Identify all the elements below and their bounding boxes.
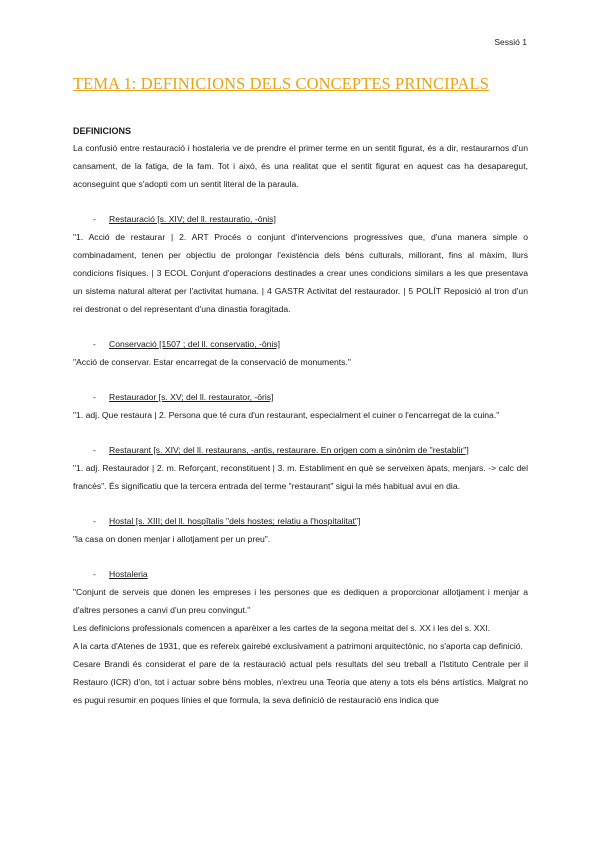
bullet-dash: - (93, 569, 96, 579)
document-body (73, 124, 528, 709)
term-heading: Restauració [s. XIV; del ll. restauratio, -ōnis] (109, 214, 276, 224)
term-heading: Restaurant [s. XIV; del ll. restaurans, -antis, restaurare. En origen com a sinònim de "restablir"] (109, 445, 469, 455)
bullet-dash: - (93, 214, 96, 224)
bullet-dash: - (93, 445, 96, 455)
term-heading: Hostal [s. XIII; del ll. hospĭtalis "dels hostes; relatiu a l'hospitalitat"] (109, 516, 361, 526)
term-restaurant (73, 441, 528, 459)
term-hostaleria (73, 565, 528, 583)
term-heading: Hostaleria (109, 569, 148, 579)
definition-restaurant: "1. adj. Restaurador | 2. m. Reforçant, reconstituent | 3. m. Establiment en què se serveixen àpats, menjars. -> calc del francès". És significatiu que la tercera entrada del terme "restaurant" sigui la més habitual avui en dia. (73, 463, 528, 491)
bullet-dash: - (93, 516, 96, 526)
bullet-dash: - (93, 339, 96, 349)
page-title: TEMA 1: DEFINICIONS DELS CONCEPTES PRINCIPALS (73, 74, 489, 93)
definition-conservacio: "Acció de conservar. Estar encarregat de la conservació de monuments." (73, 357, 351, 367)
closing-paragraph-2: A la carta d'Atenes de 1931, que es refereix gairebé exclusivament a patrimoni arquitectònic, no s'aporta cap definició. (73, 641, 523, 651)
intro-paragraph: La confusió entre restauració i hostaleria ve de prendre el primer terme en un sentit figurat, és a dir, restaurarnos d'un cansament, de la fatiga, de la fam. Tot i això, és una realitat que el sentit figurat en aquest cas ha desaparegut, aconseguint que s'adopti com un sentit literal de la paraula. (73, 143, 528, 189)
session-label: Sessió 1 (494, 37, 527, 47)
definition-restaurador: "1. adj. Que restaura | 2. Persona que té cura d'un restaurant, especialment el cuiner o l'encarregat de la cuina." (73, 410, 500, 420)
term-heading: Conservació [1507 ; del ll. conservatio, -ōnis] (109, 339, 281, 349)
term-conservacio (73, 335, 528, 353)
term-restaurador (73, 388, 528, 406)
definition-hostal: "la casa on donen menjar i allotjament per un preu". (73, 534, 271, 544)
closing-paragraph-3: Cesare Brandi és considerat el pare de la restauració actual pels resultats del seu treball a l'Istituto Centrale per il Restauro (ICR) d'on, tot i actuar sobre béns mobles, n'extreu una Teoria que ateny a tots els béns artístics. Malgrat no es pugui resumir en poques línies el que formula, la seva definició de restauració ens indica que (73, 659, 528, 705)
closing-paragraph-1: Les definicions professionals comencen a aparèixer a les cartes de la segona meitat del s. XX i les del s. XXI. (73, 623, 491, 633)
term-hostal (73, 512, 528, 530)
section-heading: DEFINICIONS (73, 126, 132, 136)
bullet-dash: - (93, 392, 96, 402)
term-restauracio (73, 210, 528, 228)
definition-hostaleria: "Conjunt de serveis que donen les empreses i les persones que es dediquen a proporcionar allotjament i menjar a d'altres persones a canvi d'un preu convingut." (73, 587, 528, 615)
term-heading: Restaurador [s. XV; del ll. restaurator, -ōris] (109, 392, 274, 402)
definition-restauracio: "1. Acció de restaurar | 2. ART Procés o conjunt d'intervencions progressives que, d'una manera simple o combinadament, tenen per objectiu de prolongar l'existència dels béns culturals, millorant, fins al màxim, llurs condicions físiques. | 3 ECOL Conjunt d'operacions destinades a crear unes condicions similars a les que presentava un sistema natural alterat per l'activitat humana. | 4 GASTR Activitat del restaurador. | 5 POLÍT Reposició al tron d'un rei destronat o del representant d'una dinastia foragitada. (73, 232, 528, 314)
